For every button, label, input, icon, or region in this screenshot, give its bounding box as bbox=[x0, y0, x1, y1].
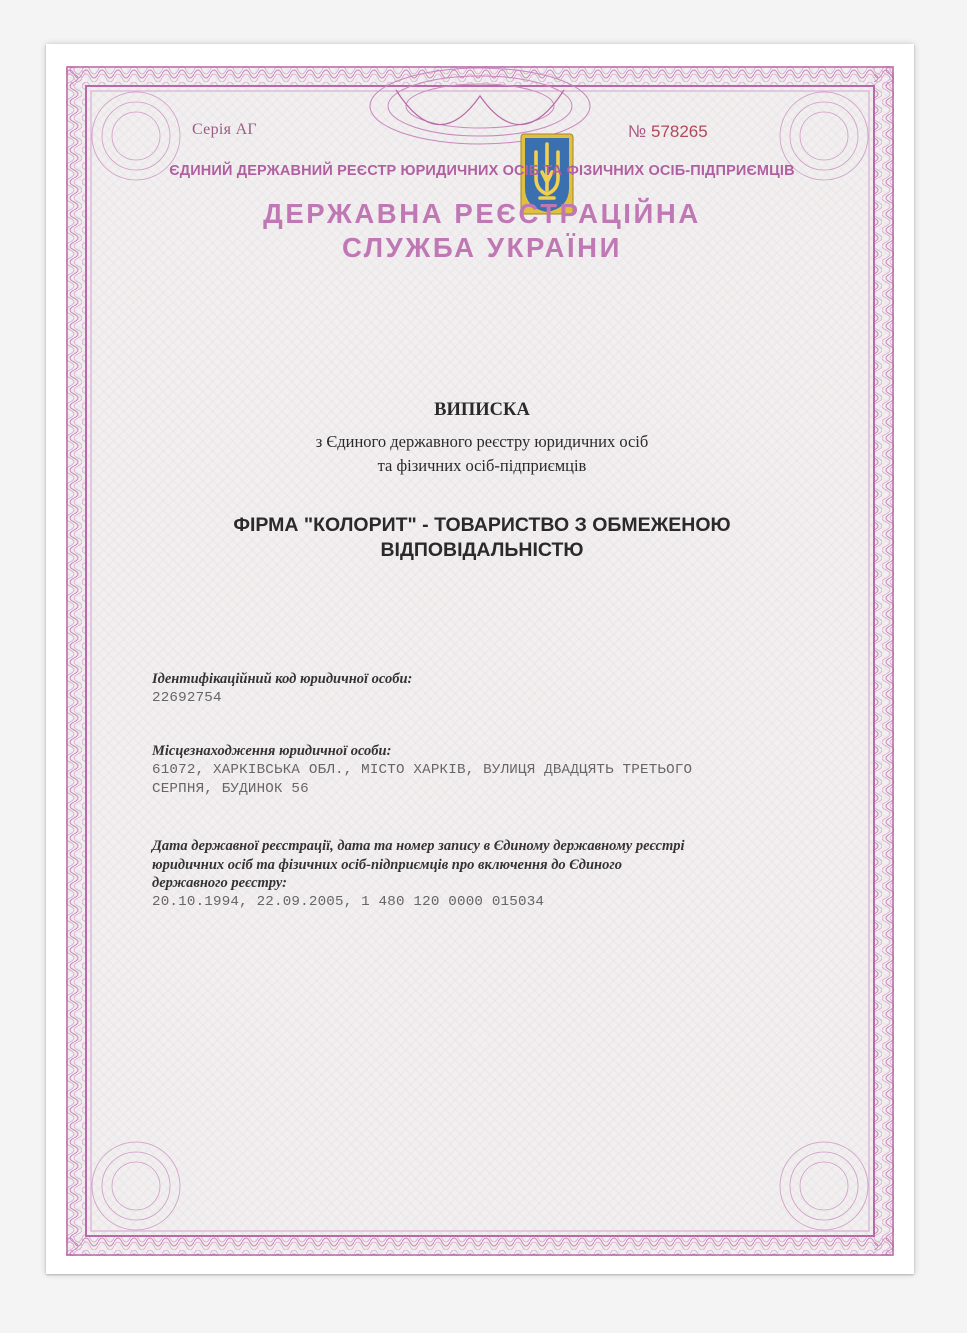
company-name-line2: ВІДПОВІДАЛЬНІСТЮ bbox=[380, 539, 584, 561]
number-sign: № bbox=[628, 122, 647, 141]
id-code-label: Ідентифікаційний код юридичної особи: bbox=[152, 671, 413, 687]
company-name-line1: ФІРМА "КОЛОРИТ" - ТОВАРИСТВО З ОБМЕЖЕНОЮ bbox=[233, 514, 731, 536]
service-title-line1: ДЕРЖАВНА РЕЄСТРАЦІЙНА bbox=[263, 198, 701, 229]
extract-subtitle bbox=[120, 430, 844, 478]
serial-number-value: 578265 bbox=[650, 122, 708, 141]
extract-subtitle-line2: та фізичних осіб-підприємців bbox=[377, 456, 587, 475]
id-code-field bbox=[152, 670, 842, 708]
extract-title: ВИПИСКА bbox=[434, 400, 530, 420]
series-label: Серія АГ bbox=[192, 121, 257, 138]
registration-value: 20.10.1994, 22.09.2005, 1 480 120 0000 015034 bbox=[152, 893, 545, 910]
service-title-line2: СЛУЖБА УКРАЇНИ bbox=[342, 232, 622, 263]
address-value-line1: 61072, ХАРКІВСЬКА ОБЛ., МІСТО ХАРКІВ, ВУЛИЦЯ ДВАДЦЯТЬ ТРЕТЬОГО bbox=[152, 761, 693, 778]
address-field bbox=[152, 742, 842, 799]
extract-subtitle-line1: з Єдиного державного реєстру юридичних осіб bbox=[315, 432, 649, 451]
id-code-value: 22692754 bbox=[152, 689, 222, 706]
registry-heading: ЄДИНИЙ ДЕРЖАВНИЙ РЕЄСТР ЮРИДИЧНИХ ОСІБ ТА ФІЗИЧНИХ ОСІБ-ПІДПРИЄМЦІВ bbox=[169, 163, 795, 179]
registration-field bbox=[152, 837, 842, 912]
serial-number bbox=[628, 122, 708, 142]
registration-label-line3: державного реєстру: bbox=[152, 875, 287, 891]
registration-label-line2: юридичних осіб та фізичних осіб-підприємців про включення до Єдиного bbox=[152, 856, 622, 873]
address-value-line2: СЕРПНЯ, БУДИНОК 56 bbox=[152, 780, 309, 797]
registration-label-line1: Дата державної реєстрації, дата та номер запису в Єдиному державному реєстрі bbox=[152, 838, 685, 854]
address-label: Місцезнаходження юридичної особи: bbox=[152, 743, 392, 759]
service-title bbox=[120, 197, 844, 265]
company-name bbox=[120, 513, 844, 563]
